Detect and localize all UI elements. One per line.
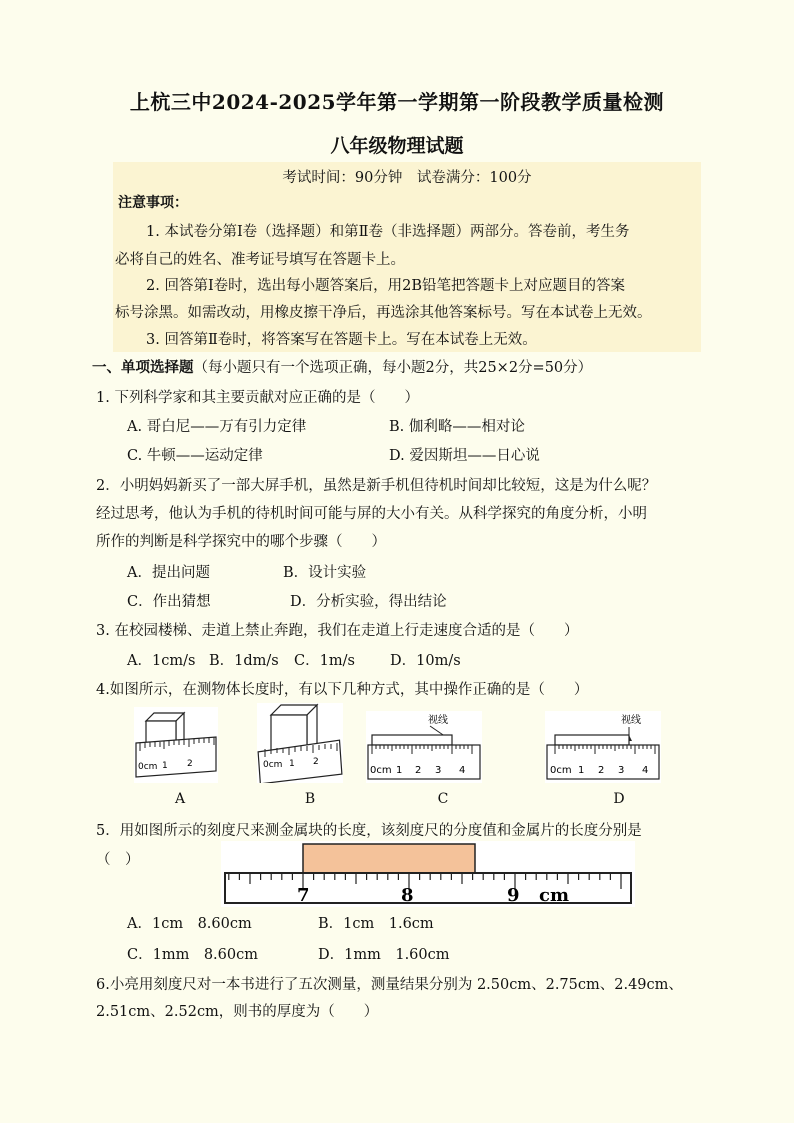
question-3-option-a: A．1cm/s [127, 653, 196, 669]
svg-text:1: 1 [289, 759, 295, 769]
question-2-option-b: B．设计实验 [283, 565, 367, 581]
question-2-line: 经过思考，他认为手机的待机时间可能与屏的大小有关。从科学探究的角度分析，小明 [96, 506, 647, 522]
notice-line: 标号涂黑。如需改动，用橡皮擦干净后，再选涂其他答案标号。写在本试卷上无效。 [115, 305, 652, 321]
svg-text:1: 1 [578, 765, 585, 776]
section-heading [92, 356, 592, 377]
question-2-option-c: C．作出猜想 [127, 594, 211, 610]
question-5-option-d: D．1mm 1.60cm [318, 947, 450, 963]
question-2-option-d: D．分析实验，得出结论 [290, 594, 447, 610]
ruler-label-8: 8 [401, 885, 414, 906]
question-2-line: 所作的判断是科学探究中的哪个步骤（ ） [96, 534, 386, 550]
section-note: （每小题只有一个选项正确，每小题2分，共25×2分=50分） [193, 360, 593, 376]
svg-text:0cm: 0cm [550, 765, 572, 776]
question-3-option-d: D．10m/s [390, 653, 461, 669]
exam-meta: 考试时间：90分钟 试卷满分：100分 [282, 170, 532, 186]
figure-label-b: B [304, 791, 316, 807]
metal-block [303, 844, 475, 873]
sight-line-label: 视线 [428, 715, 448, 726]
svg-text:2: 2 [313, 757, 319, 767]
notice-box [113, 162, 701, 352]
notice-line: 1. 本试卷分第Ⅰ卷（选择题）和第Ⅱ卷（非选择题）两部分。答卷前，考生务 [146, 224, 630, 240]
question-5-option-c: C．1mm 8.60cm [127, 947, 258, 963]
figure-label-d: D [613, 791, 625, 807]
svg-text:1: 1 [162, 761, 168, 771]
question-3-stem: 3. 在校园楼梯、走道上禁止奔跑，我们在走道上行走速度合适的是（ ） [96, 623, 579, 639]
figure-d [545, 711, 661, 783]
svg-text:2: 2 [415, 765, 422, 776]
svg-text:1: 1 [396, 765, 403, 776]
exam-title: 上杭三中2024-2025学年第一学期第一阶段教学质量检测 [129, 90, 665, 114]
question-5-option-b: B．1cm 1.6cm [318, 916, 434, 932]
notice-line: 3. 回答第Ⅱ卷时，将答案写在答题卡上。写在本试卷上无效。 [146, 332, 537, 348]
exam-subtitle: 八年级物理试题 [330, 135, 464, 157]
svg-text:3: 3 [618, 765, 625, 776]
svg-text:3: 3 [435, 765, 442, 776]
question-2-line: 2．小明妈妈新买了一部大屏手机，虽然是新手机但待机时间却比较短，这是为什么呢？ [96, 478, 657, 494]
svg-text:4: 4 [642, 765, 649, 776]
question-1-stem: 1. 下列科学家和其主要贡献对应正确的是（ ） [96, 390, 419, 406]
figure-ruler-q5 [221, 841, 635, 907]
question-3-option-b: B．1dm/s [209, 653, 279, 669]
question-1-option-a: A. 哥白尼——万有引力定律 [127, 419, 307, 435]
question-4-stem: 4.如图所示，在测物体长度时，有以下几种方式，其中操作正确的是（ ） [96, 682, 589, 698]
question-5-line: 5．用如图所示的刻度尺来测金属块的长度，该刻度尺的分度值和金属片的长度分别是 [96, 823, 642, 839]
question-6-line: 2.51cm、2.52cm，则书的厚度为（ ） [96, 1004, 379, 1020]
svg-text:0cm: 0cm [370, 765, 392, 776]
figure-a-unit: 0cm [138, 762, 158, 772]
question-3-option-c: C．1m/s [294, 653, 355, 669]
question-5-option-a: A．1cm 8.60cm [127, 916, 252, 932]
svg-text:2: 2 [187, 759, 193, 769]
figure-b [257, 703, 343, 783]
svg-text:2: 2 [598, 765, 605, 776]
notice-line: 必将自己的姓名、准考证号填写在答题卡上。 [115, 252, 405, 268]
svg-text:4: 4 [459, 765, 466, 776]
ruler-label-unit: cm [539, 885, 570, 906]
notice-line: 2. 回答第Ⅰ卷时，选出每小题答案后，用2B铅笔把答题卡上对应题目的答案 [146, 278, 626, 294]
question-1-option-c: C. 牛顿——运动定律 [127, 448, 263, 464]
figure-label-c: C [437, 791, 449, 807]
question-6-line: 6.小亮用刻度尺对一本书进行了五次测量，测量结果分别为 2.50cm、2.75cm、2.49cm、 [96, 977, 683, 993]
svg-text:0cm: 0cm [263, 760, 283, 770]
svg-text:视线: 视线 [621, 715, 641, 726]
question-1-option-d: D. 爱因斯坦——日心说 [389, 448, 540, 464]
figure-label-a: A [174, 791, 186, 807]
figure-a [134, 707, 218, 783]
question-1-option-b: B. 伽利略——相对论 [389, 419, 525, 435]
figure-c [366, 711, 482, 783]
question-2-option-a: A．提出问题 [127, 565, 210, 581]
ruler-label-9: 9 [507, 885, 520, 906]
notice-heading: 注意事项： [118, 195, 188, 211]
section-title: 一、单项选择题 [92, 359, 194, 376]
ruler-label-7: 7 [297, 885, 310, 906]
question-5-line: （ ） [96, 852, 140, 868]
